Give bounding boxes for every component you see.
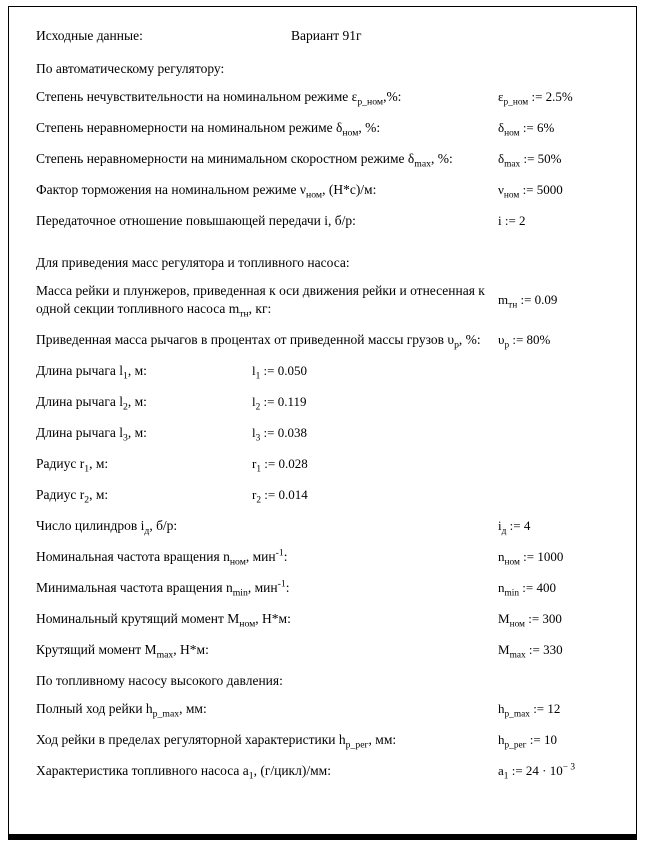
math-region-r1[interactable]: $r_1$ := 0.028 <box>252 456 308 475</box>
row-pump-characteristic <box>36 762 628 780</box>
row-lever-mass-percent <box>36 331 628 349</box>
row-rack-governor-stroke <box>36 731 628 749</box>
row-gear-ratio <box>36 212 628 230</box>
math-region-l1[interactable]: $l_1$ := 0.050 <box>252 363 307 382</box>
row-label: Номинальный крутящий момент $M_{ном}$, Н*м: <box>36 611 291 630</box>
math-region-h-p-max[interactable]: $h_{p\_max}$ := 12 <box>498 701 561 720</box>
math-region-m-nom[interactable]: $M_{ном}$ := 300 <box>498 611 562 630</box>
row-label: Ход рейки в пределах регуляторной характеристики $h_{p\_рег}$, мм: <box>36 732 397 751</box>
math-region-m-max[interactable]: $M_{max}$ := 330 <box>498 642 563 661</box>
math-region-i-d[interactable]: $i_д$ := 4 <box>498 518 531 537</box>
row-label: Фактор торможения на номинальном режиме $\nu_{ном}$, (Н*с)/м: <box>36 182 377 201</box>
math-region-nu-nom[interactable]: $\nu_{ном}$ := 5000 <box>498 182 563 201</box>
row-label: Масса рейки и плунжеров, приведенная к оси движения рейки и отнесенная к одной секции топливного насоса $m_{тн}$, кг: <box>36 283 485 320</box>
row-label: Радиус $r_2$, м: <box>36 487 109 506</box>
row-label: Радиус $r_1$, м: <box>36 456 109 475</box>
section-regulator: По автоматическому регулятору: <box>36 61 225 76</box>
row-braking-factor <box>36 181 628 199</box>
row-radius-r1 <box>36 455 628 473</box>
math-region-epsilon-nom[interactable]: $\varepsilon_{p\_ном}$ := 2.5% <box>498 89 573 108</box>
row-nominal-speed <box>36 548 628 566</box>
row-lever-length-l1 <box>36 362 628 380</box>
row-label: Крутящий момент $M_{max}$, Н*м: <box>36 642 209 661</box>
row-label: Номинальная частота вращения $n_{ном}$, мин$^{-1}$: <box>36 547 288 568</box>
row-label: Минимальная частота вращения $n_{min}$, мин$^{-1}$: <box>36 578 290 599</box>
worksheet-header <box>36 27 628 45</box>
row-label: Число цилиндров $i_д$, б/р: <box>36 518 178 537</box>
math-region-r2[interactable]: $r_2$ := 0.014 <box>252 487 308 506</box>
math-region-l2[interactable]: $l_2$ := 0.119 <box>252 394 307 413</box>
math-region-h-p-reg[interactable]: $h_{p\_рег}$ := 10 <box>498 732 557 751</box>
section-pump: По топливному насосу высокого давления: <box>36 673 283 688</box>
math-region-delta-nom[interactable]: $\delta_{ном}$ := 6% <box>498 120 555 139</box>
row-label: Длина рычага $l_1$, м: <box>36 363 147 382</box>
math-region-a1[interactable]: $a_1$ := $24 \cdot 10^{- 3}$ <box>498 762 576 782</box>
row-min-speed <box>36 579 628 597</box>
row-label: Степень нечувствительности на номинальном режиме $\varepsilon_{p\_ном},\%$: <box>36 89 402 108</box>
row-label: Длина рычага $l_3$, м: <box>36 425 147 444</box>
row-deadband-nominal <box>36 88 628 106</box>
math-region-n-nom[interactable]: $n_{ном}$ := 1000 <box>498 549 564 568</box>
row-max-torque <box>36 641 628 659</box>
row-rack-full-stroke <box>36 700 628 718</box>
row-lever-length-l2 <box>36 393 628 411</box>
row-label: Длина рычага $l_2$, м: <box>36 394 147 413</box>
math-region-l3[interactable]: $l_3$ := 0.038 <box>252 425 307 444</box>
worksheet-page <box>8 6 637 840</box>
math-region-upsilon-p[interactable]: $\upsilon_р$ := 80% <box>498 332 551 351</box>
row-lever-length-l3 <box>36 424 628 442</box>
row-label: Приведенная масса рычагов в процентах от приведенной массы грузов $\upsilon_р$, %: <box>36 332 481 351</box>
math-region-delta-max[interactable]: $\delta_{max}$ := 50% <box>498 151 562 170</box>
variant-label: Вариант 91г <box>291 28 362 43</box>
math-region-m-tn[interactable]: $m_{тн}$ := 0.09 <box>498 292 558 311</box>
row-irregularity-nominal <box>36 119 628 137</box>
row-label: Степень неравномерности на номинальном режиме $\delta_{ном}$, %: <box>36 120 381 139</box>
row-cylinder-count <box>36 517 628 535</box>
math-region-n-min[interactable]: $n_{min}$ := 400 <box>498 580 556 599</box>
row-label: Полный ход рейки $h_{p\_max}$, мм: <box>36 701 207 720</box>
section-masses: Для приведения масс регулятора и топливного насоса: <box>36 255 350 270</box>
row-label: Степень неравномерности на минимальном скоростном режиме $\delta_{max}$, %: <box>36 151 453 170</box>
row-rack-plunger-mass <box>36 282 628 318</box>
row-irregularity-min-speed <box>36 150 628 168</box>
row-label: Передаточное отношение повышающей передачи i, б/р: <box>36 213 356 228</box>
row-nominal-torque <box>36 610 628 628</box>
math-region-i[interactable]: i := 2 <box>498 213 526 228</box>
row-label: Характеристика топливного насоса $a_1$, (г/цикл)/мм: <box>36 763 331 782</box>
row-radius-r2 <box>36 486 628 504</box>
page-title: Исходные данные: <box>36 28 143 43</box>
